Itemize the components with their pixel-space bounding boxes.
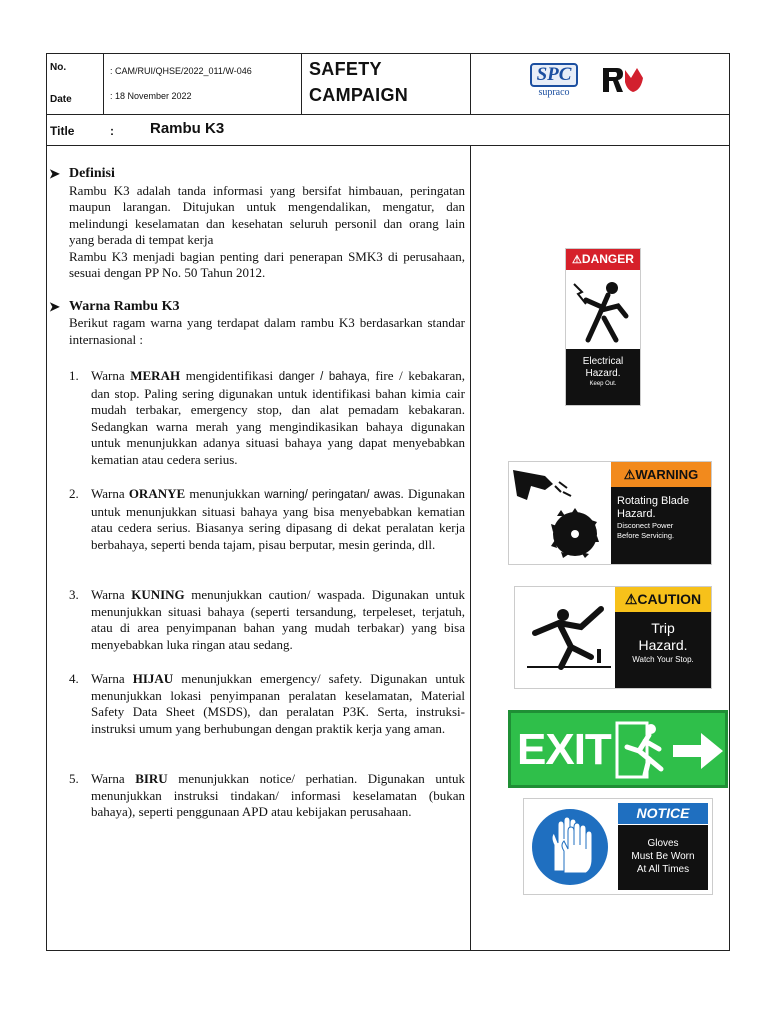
header-col-line [103,54,104,114]
content-col-line [470,145,471,951]
ru-logo-icon [601,64,645,96]
date-label: Date [50,94,72,105]
ru-logo [601,64,645,96]
list-item-biru: 5. Warna BIRU menunjukkan notice/ perhatian. Digunakan untuk menunjukkan instruksi tindakan/ informasi keselamatan (bukan bahaya), seperti penggunaan APD atau kebijakan perusahaan. [69,771,465,819]
gloves-icon [524,799,616,894]
list-item-oranye: 2. Warna ORANYE menunjukkan warning/ peringatan/ awas. Digunakan untuk menunjukkan situasi bahaya yang bisa menyebabkan kematian atau cedera serius. Biasanya sering dipasang di dekat peralatan kerja berbahaya, seperti benda tajam, pisau berputar, mesin gerinda, dll. [69,486,466,552]
list-item-merah: 1. Warna MERAH mengidentifikasi danger / bahaya, fire / kebakaran, dan stop. Paling sering digunakan untuk identifikasi bahan kimia cair mudah terbakar, emergency stop, dan alat pemadam kebakaran. Sedangkan warna merah yang mengindikasikan bahaya digunakan untuk menunjukkan adanya situasi bahaya yang dapat menyebabkan kematian atau cedera serius. [69,368,465,467]
trip-hazard-icon [515,587,615,687]
document-title: Rambu K3 [150,120,225,137]
warning-triangle-icon: ⚠ [623,467,636,482]
rotating-blade-icon [509,462,611,564]
doc-number-value: : CAM/RUI/QHSE/2022_011/W-046 [110,66,252,76]
document-frame [46,53,730,951]
bullet-arrow-icon: ➤ [49,298,60,314]
main-content [49,166,466,821]
notice-sign: NOTICE Gloves Must Be Worn At All Times [523,798,713,895]
title-divider [47,145,729,146]
warna-intro: Berikut ragam warna yang terdapat dalam rambu K3 berdasarkan standar internasional : [69,315,465,347]
exit-sign: EXIT [508,710,728,788]
title-colon: : [110,124,114,138]
campaign-title: SAFETY CAMPAIGN [309,59,409,105]
header-divider [47,114,729,115]
electrical-hazard-icon [566,270,640,348]
list-item-hijau: 4. Warna HIJAU menunjukkan emergency/ safety. Digunakan untuk menunjukkan lokasi penyimpanan peralatan keselamatan, Material Safety Data Sheet (MSDS), dan peralatan P3K. Serta, instruksi-instruksi umum yang berhubungan dengan praktik kerja yang aman. [69,671,465,736]
definisi-heading: ➤ Definisi [49,166,115,181]
supraco-logo: SPC supraco [530,63,578,99]
warna-heading: ➤ Warna Rambu K3 [49,298,180,314]
warning-sign: ⚠WARNING Rotating Blade Hazard. Disconect Power Before Servicing. [508,461,712,565]
arrow-right-icon [671,731,725,771]
header-col-line [301,54,302,114]
header-col-line [470,54,471,114]
danger-sign: ⚠DANGER Electrical Hazard. Keep Out. [565,248,641,406]
title-label: Title [50,124,75,138]
list-item-kuning: 3. Warna KUNING menunjukkan caution/ waspada. Digunakan untuk menunjukkan situasi bahaya (seperti tersandung, terpeleset, terjatuh, atau di area penyimpanan bahan yang mudah terbakar) yang bisa menyebabkan luka ringan atau sedang. [69,587,465,652]
warning-triangle-icon: ⚠ [624,591,638,607]
doc-number-label: No. [50,62,67,73]
date-value: : 18 November 2022 [110,91,192,101]
definisi-paragraph-1: Rambu K3 adalah tanda informasi yang bersifat himbauan, peringatan maupun larangan. Ditujukan untuk mengendalikan, mengatur, dan melindungi keselamatan dan kesehatan seluruh personil dan orang lain yang berada di tempat kerja [69,182,465,247]
definisi-paragraph-2: Rambu K3 menjadi bagian penting dari penerapan SMK3 di perusahaan, sesuai dengan PP No. 50 Tahun 2012. [69,248,465,280]
warning-triangle-icon: ⚠ [572,254,582,266]
caution-sign: ⚠CAUTION Trip Hazard. Watch Your Stop. [514,586,712,689]
running-man-icon [615,719,675,781]
bullet-arrow-icon: ➤ [49,166,60,181]
